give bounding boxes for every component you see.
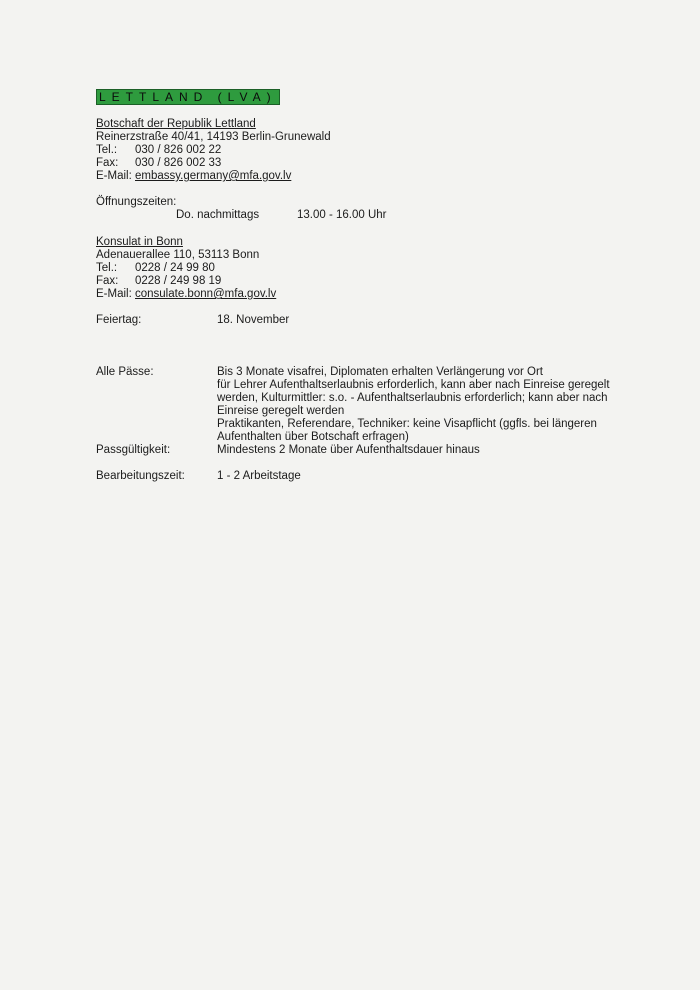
embassy-email-link[interactable]: embassy.germany@mfa.gov.lv xyxy=(135,170,292,182)
validity-label: Passgültigkeit: xyxy=(96,444,171,456)
consulate-tel-label: Tel.: xyxy=(96,262,118,274)
embassy-email xyxy=(96,170,291,183)
consulate-fax xyxy=(96,275,221,288)
embassy-email-label: E-Mail: xyxy=(96,170,132,182)
embassy-name: Botschaft der Republik Lettland xyxy=(96,118,256,130)
consulate-name: Konsulat in Bonn xyxy=(96,236,183,248)
embassy-tel xyxy=(96,144,221,157)
opening-hours-day: Do. nachmittags xyxy=(176,209,260,221)
passports-line: Aufenthalten über Botschaft erfragen) xyxy=(217,431,409,443)
passports-line: Bis 3 Monate visafrei, Diplomaten erhalten Verlängerung vor Ort xyxy=(217,366,543,378)
country-title: LETTLAND (LVA) xyxy=(96,89,280,105)
passports-label: Alle Pässe: xyxy=(96,366,154,378)
validity-value: Mindestens 2 Monate über Aufenthaltsdauer hinaus xyxy=(217,444,480,456)
processing-label: Bearbeitungszeit: xyxy=(96,470,185,482)
embassy-tel-value: 030 / 826 002 22 xyxy=(135,144,222,156)
passports-line: Einreise geregelt werden xyxy=(217,405,345,417)
embassy-address: Reinerzstraße 40/41, 14193 Berlin-Grunewald xyxy=(96,131,331,143)
consulate-fax-label: Fax: xyxy=(96,275,119,287)
holiday-value: 18. November xyxy=(217,314,290,326)
consulate-tel-value: 0228 / 24 99 80 xyxy=(135,262,215,274)
opening-hours-time: 13.00 - 16.00 Uhr xyxy=(297,209,387,221)
consulate-tel xyxy=(96,262,215,275)
embassy-fax-label: Fax: xyxy=(96,157,119,169)
passports-line: werden, Kulturmittler: s.o. - Aufenthaltserlaubnis erforderlich; kann aber nach xyxy=(217,392,608,404)
consulate-email-link[interactable]: consulate.bonn@mfa.gov.lv xyxy=(135,288,277,300)
passports-line: Praktikanten, Referendare, Techniker: keine Visapflicht (ggfls. bei längeren xyxy=(217,418,597,430)
consulate-address: Adenauerallee 110, 53113 Bonn xyxy=(96,249,260,261)
processing-value: 1 - 2 Arbeitstage xyxy=(217,470,301,482)
embassy-fax xyxy=(96,157,221,170)
opening-hours-label: Öffnungszeiten: xyxy=(96,196,177,208)
consulate-fax-value: 0228 / 249 98 19 xyxy=(135,275,222,287)
embassy-tel-label: Tel.: xyxy=(96,144,118,156)
passports-line: für Lehrer Aufenthaltserlaubnis erforderlich, kann aber nach Einreise geregelt xyxy=(217,379,610,391)
consulate-email xyxy=(96,288,276,301)
embassy-fax-value: 030 / 826 002 33 xyxy=(135,157,222,169)
holiday-label: Feiertag: xyxy=(96,314,142,326)
consulate-email-label: E-Mail: xyxy=(96,288,132,300)
